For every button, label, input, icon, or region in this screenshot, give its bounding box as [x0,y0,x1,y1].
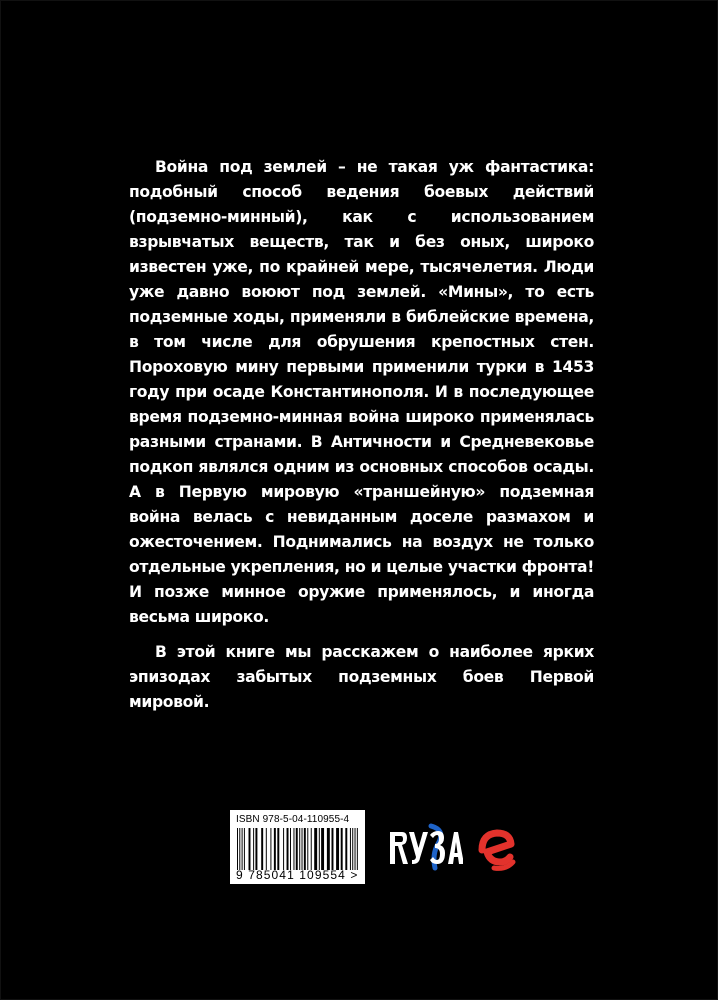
yuza-imprint-logo-icon [388,820,463,876]
barcode-icon [236,828,359,870]
isbn-barcode-box [230,810,365,884]
eksmo-publisher-logo-icon [473,822,523,876]
cover-blurb [129,155,594,715]
blurb-paragraph-2: В этой книге мы расскажем о наиболее ярких эпизодах забытых подземных боев Первой мировой. [129,643,594,711]
isbn-label: ISBN 978-5-04-110955-4 [236,814,350,825]
blurb-paragraph-1: Война под землей – не такая уж фантастика: подобный способ ведения боевых действий (подземно-минный), как с использованием взрывчатых веществ, так и без оных, широко известен уже, по крайней мере, тысячелетия. Люди уже давно воюют под землей. «Мины», то есть подземные ходы, применяли в библейские времена, в том числе для обрушения крепостных стен. Пороховую мину первыми применили турки в 1453 году при осаде Константинополя. И в последующее время подземно-минная война широко применялась разными странами. В Античности и Средневековье подкоп являлся одним из основных способов осады. А в Первую мировую «траншейную» подземная война велась с невиданным доселе размахом и ожесточением. Поднимались на воздух не только отдельные укрепления, но и целые участки фронта! И позже минное оружие применялось, и иногда весьма широко. [129,158,594,626]
barcode-digits: 9 785041 109554 > [236,868,359,882]
